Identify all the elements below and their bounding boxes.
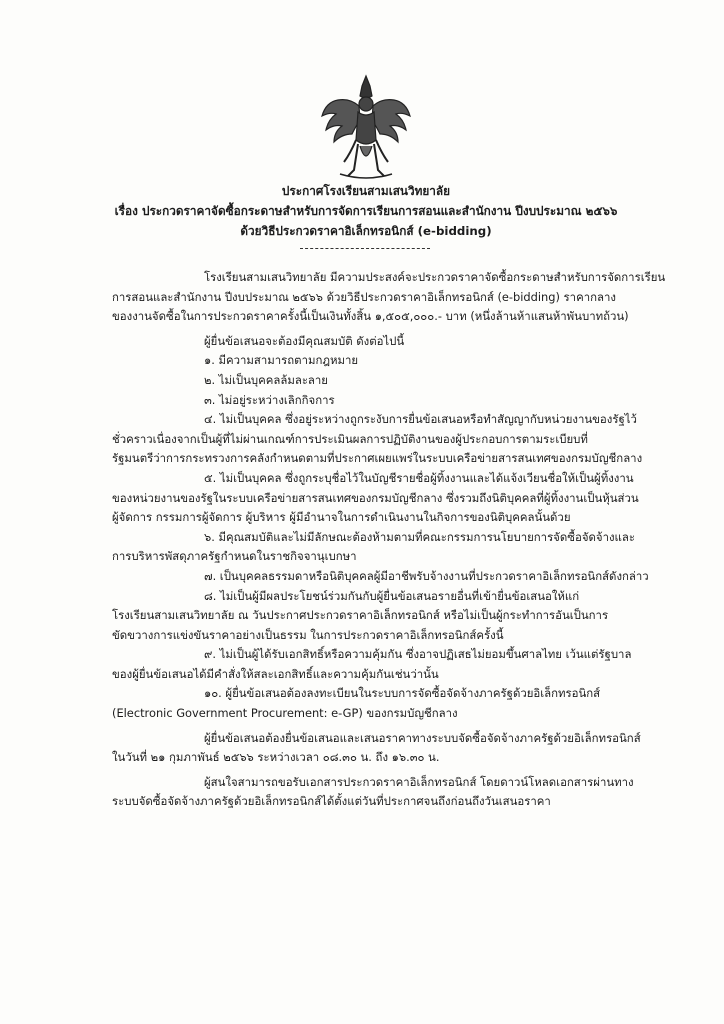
qualification-line: ๒. ไม่เป็นบุคคลล้มละลาย bbox=[204, 372, 328, 387]
title-separator bbox=[300, 248, 430, 249]
qualification-item-3 bbox=[112, 391, 620, 411]
qualification-line: ของผู้ยื่นข้อเสนอได้มีคำสั่งให้สละเอกสิทธิ์และความคุ้มกันเช่นว่านั้น bbox=[112, 666, 439, 681]
document-title: ประกาศโรงเรียนสามเสนวิทยาลัย bbox=[281, 184, 451, 198]
qualification-item-8 bbox=[112, 587, 620, 646]
qualification-line: ๑. มีความสามารถตามกฎหมาย bbox=[204, 353, 359, 368]
qualification-item-9 bbox=[112, 645, 632, 684]
qualification-item-1 bbox=[112, 351, 620, 371]
qualification-line: ๖. มีคุณสมบัติและไม่มีลักษณะต้องห้ามตามที่คณะกรรมการนโยบายการจัดซื้อจัดจ้างและ bbox=[204, 529, 635, 544]
qualification-line: ๓. ไม่อยู่ระหว่างเลิกกิจการ bbox=[204, 392, 335, 407]
qualification-line: รัฐมนตรีว่าการกระทรวงการคลังกำหนดตามที่ประกาศเผยแพร่ในระบบเครือข่ายสารสนเทศของกรมบัญชีกลาง bbox=[112, 451, 643, 466]
submission-line: ผู้ยื่นข้อเสนอต้องยื่นข้อเสนอและเสนอราคาทางระบบจัดซื้อจัดจ้างภาครัฐด้วยอิเล็กทรอนิกส์ bbox=[204, 730, 641, 745]
qualification-line: ๑๐. ผู้ยื่นข้อเสนอต้องลงทะเบียนในระบบการจัดซื้อจัดจ้างภาครัฐด้วยอิเล็กทรอนิกส์ bbox=[204, 686, 601, 701]
qualification-item-6 bbox=[112, 528, 635, 567]
qualification-item-4 bbox=[112, 410, 643, 469]
download-line: ระบบจัดซื้อจัดจ้างภาครัฐด้วยอิเล็กทรอนิกส์ได้ตั้งแต่วันที่ประกาศจนถึงก่อนถึงวันเสนอราคา bbox=[112, 794, 551, 809]
submission-line: ในวันที่ ๒๑ กุมภาพันธ์ ๒๕๖๖ ระหว่างเวลา ๐๘.๓๐ น. ถึง ๑๖.๓๐ น. bbox=[112, 750, 440, 765]
download-paragraph bbox=[112, 773, 634, 812]
qualification-line: ผู้จัดการ กรรมการผู้จัดการ ผู้บริหาร ผู้มีอำนาจในการดำเนินงานในกิจการของนิติบุคคลนั้นด้วย bbox=[112, 510, 571, 525]
intro-line: ของงานจัดซื้อในการประกวดราคาครั้งนี้เป็นเงินทั้งสิ้น ๑,๕๐๕,๐๐๐.- บาท (หนึ่งล้านห้าแสนห้าพันบาทถ้วน) bbox=[112, 309, 629, 324]
submission-paragraph bbox=[112, 729, 641, 768]
qualification-item-10 bbox=[112, 684, 620, 723]
qualifications-heading: ผู้ยื่นข้อเสนอจะต้องมีคุณสมบัติ ดังต่อไปนี้ bbox=[204, 333, 405, 348]
procurement-method: ด้วยวิธีประกวดราคาอิเล็กทรอนิกส์ (e-bidding) bbox=[240, 224, 492, 238]
intro-paragraph bbox=[112, 268, 666, 327]
qualification-line: ของหน่วยงานของรัฐในระบบเครือข่ายสารสนเทศของกรมบัญชีกลาง ซึ่งรวมถึงนิติบุคคลที่ผู้ทิ้งงานเป็นหุ้นส่วน bbox=[112, 490, 639, 505]
document-subject: เรื่อง ประกวดราคาจัดซื้อกระดาษสำหรับการจัดการเรียนการสอนและสำนักงาน ปีงบประมาณ ๒๕๖๖ bbox=[114, 204, 618, 218]
qualification-line: ๗. เป็นบุคคลธรรมดาหรือนิติบุคคลผู้มีอาชีพรับจ้างงานที่ประกวดราคาอิเล็กทรอนิกส์ดังกล่าว bbox=[204, 568, 649, 583]
qualification-line: (Electronic Government Procurement: e-GP) ของกรมบัญชีกลาง bbox=[112, 706, 458, 721]
qualification-item-5 bbox=[112, 469, 639, 528]
intro-line: การสอนและสำนักงาน ปีงบประมาณ ๒๕๖๖ ด้วยวิธีประกวดราคาอิเล็กทรอนิกส์ (e-bidding) ราคากลาง bbox=[112, 289, 616, 304]
qualification-line: ๕. ไม่เป็นบุคคล ซึ่งถูกระบุชื่อไว้ในบัญชีรายชื่อผู้ทิ้งงานและได้แจ้งเวียนชื่อให้เป็นผู้ทิ้งงาน bbox=[204, 470, 634, 485]
qualification-line: การบริหารพัสดุภาครัฐกำหนดในราชกิจจานุเบกษา bbox=[112, 549, 357, 564]
qualification-line: ๘. ไม่เป็นผู้มีผลประโยชน์ร่วมกันกับผู้ยื่นข้อเสนอรายอื่นที่เข้ายื่นข้อเสนอให้แก่ bbox=[204, 588, 580, 603]
qualification-line: โรงเรียนสามเสนวิทยาลัย ณ วันประกาศประกวดราคาอิเล็กทรอนิกส์ หรือไม่เป็นผู้กระทำการอันเป็นการ bbox=[112, 608, 609, 623]
qualification-line: ขัดขวางการแข่งขันราคาอย่างเป็นธรรม ในการประกวดราคาอิเล็กทรอนิกส์ครั้งนี้ bbox=[112, 627, 504, 642]
qualification-line: ๔. ไม่เป็นบุคคล ซึ่งอยู่ระหว่างถูกระงับการยื่นข้อเสนอหรือทำสัญญากับหน่วยงานของรัฐไว้ bbox=[204, 412, 637, 427]
garuda-emblem-icon bbox=[320, 70, 412, 182]
announcement-body bbox=[112, 268, 666, 812]
qualification-item-2 bbox=[112, 371, 620, 391]
download-line: ผู้สนใจสามารถขอรับเอกสารประกวดราคาอิเล็กทรอนิกส์ โดยดาวน์โหลดเอกสารผ่านทาง bbox=[204, 774, 634, 789]
qualification-line: ๙. ไม่เป็นผู้ได้รับเอกสิทธิ์หรือความคุ้มกัน ซึ่งอาจปฏิเสธไม่ยอมขึ้นศาลไทย เว้นแต่รัฐบาล bbox=[204, 647, 632, 662]
qualification-line: ชั่วคราวเนื่องจากเป็นผู้ที่ไม่ผ่านเกณฑ์การประเมินผลการปฏิบัติงานของผู้ประกอบการตามระเบียบที่ bbox=[112, 431, 588, 446]
intro-line: โรงเรียนสามเสนวิทยาลัย มีความประสงค์จะประกวดราคาจัดซื้อกระดาษสำหรับการจัดการเรียน bbox=[204, 270, 666, 284]
qualification-item-7 bbox=[112, 567, 649, 587]
